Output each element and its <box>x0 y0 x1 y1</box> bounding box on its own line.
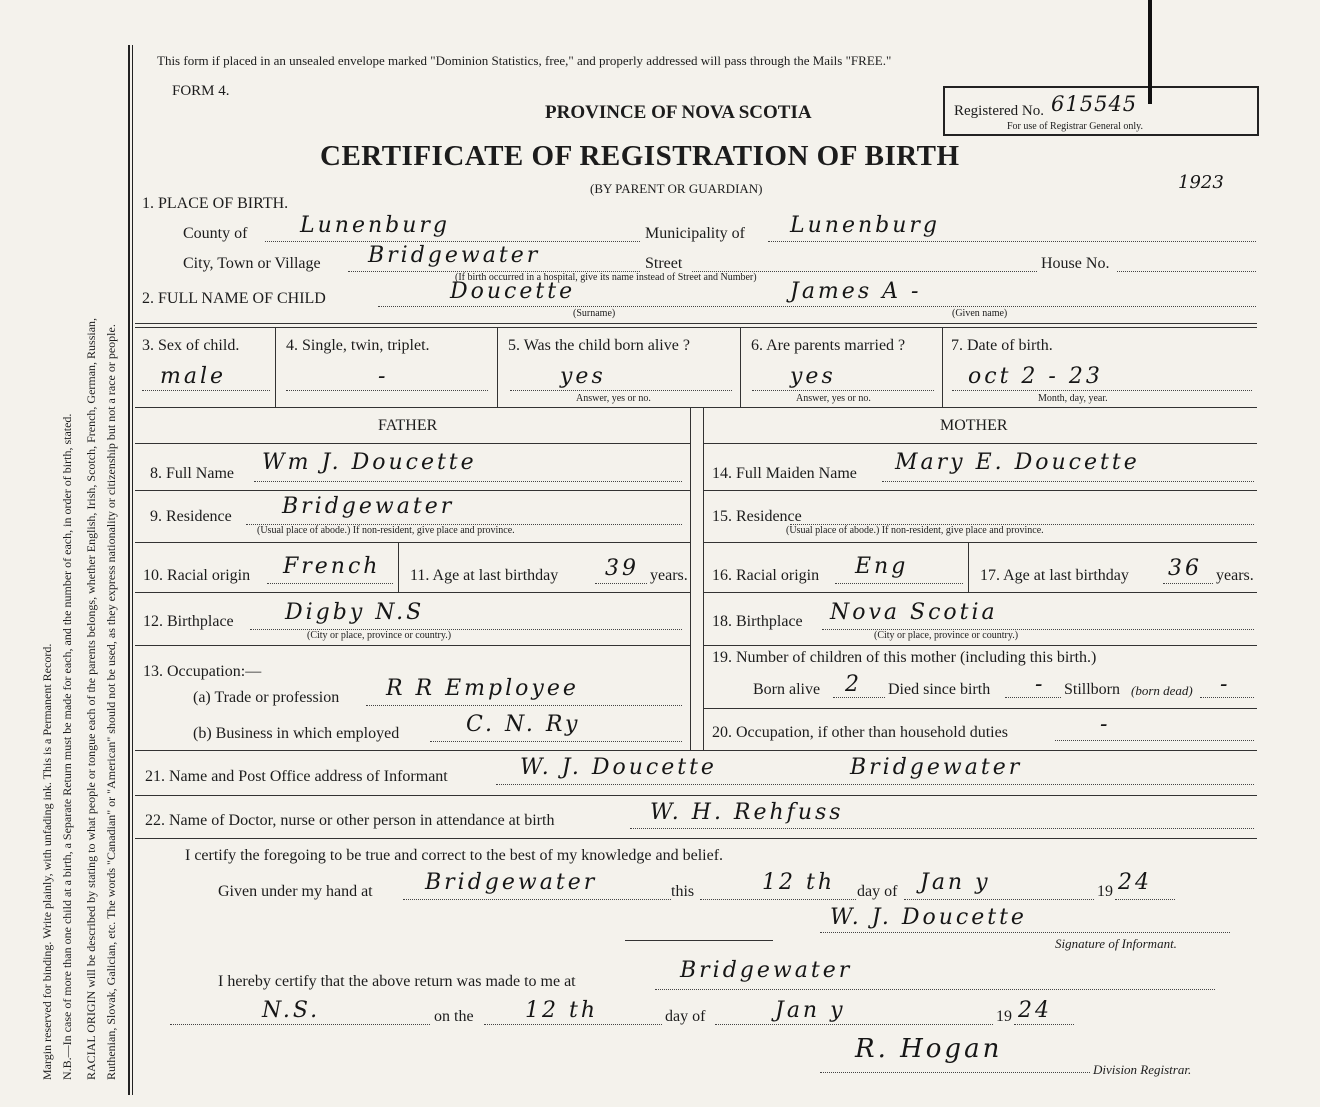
mother-racial-origin-value: Eng <box>855 554 909 579</box>
house-no-label: House No. <box>1041 255 1110 272</box>
mother-age-years: years. <box>1216 567 1254 584</box>
father-residence-value: Bridgewater <box>282 494 455 519</box>
registrar-day-value: 12 th <box>525 998 598 1023</box>
date-of-birth-label: 7. Date of birth. <box>951 337 1053 354</box>
page-title: CERTIFICATE OF REGISTRATION OF BIRTH <box>320 140 960 172</box>
place-of-birth-label: 1. PLACE OF BIRTH. <box>142 195 289 212</box>
trade-label: (a) Trade or profession <box>193 689 340 706</box>
city-value: Bridgewater <box>368 243 541 268</box>
mother-name-value: Mary E. Doucette <box>895 450 1140 475</box>
county-label: County of <box>183 225 248 242</box>
mother-occupation-value: - <box>1100 712 1111 737</box>
mother-birthplace-caption: (City or place, province or country.) <box>874 630 1019 641</box>
father-racial-origin-value: French <box>283 554 381 579</box>
plurality-label: 4. Single, twin, triplet. <box>286 337 430 354</box>
registrar-province-value: N.S. <box>262 998 321 1023</box>
margin-note-racial-origin-1: RACIAL ORIGIN will be described by stating to what people or tongue each of the parents belongs, whether English, Irish, Scotch, French, German, Russian, <box>84 317 98 1080</box>
father-age-label: 11. Age at last birthday <box>410 567 559 584</box>
date-of-birth-value: oct 2 - 23 <box>968 364 1103 389</box>
father-residence-label: 9. Residence <box>150 508 232 525</box>
registrar-signature-caption: Division Registrar. <box>1093 1062 1192 1077</box>
mother-occupation-label: 20. Occupation, if other than household duties <box>712 724 1008 741</box>
died-since-birth-value: - <box>1035 672 1046 697</box>
county-value: Lunenburg <box>300 213 450 238</box>
died-since-birth-label: Died since birth <box>888 681 991 698</box>
mother-age-label: 17. Age at last birthday <box>980 567 1129 584</box>
father-name-label: 8. Full Name <box>150 465 234 482</box>
business-label: (b) Business in which employed <box>193 725 400 742</box>
child-name-label: 2. FULL NAME OF CHILD <box>142 290 326 307</box>
parents-married-value: yes <box>790 364 836 389</box>
mother-age-value: 36 <box>1168 556 1202 581</box>
date-of-birth-caption: Month, day, year. <box>1038 393 1108 404</box>
margin-note-multiple-births: N.B.—In case of more than one child at a birth, a Separate Return must be made for each, and the number of each, in order of birth, stated. <box>60 413 74 1080</box>
margin-note-racial-origin-2: Ruthenian, Slovak, Galician, etc. The words "Canadian" or "American" should not be used, as they express nationality or citizenship but not a race or people. <box>104 324 118 1080</box>
father-name-value: Wm J. Doucette <box>262 450 477 475</box>
hospital-note: (If birth occurred in a hospital, give its name instead of Street and Number) <box>455 272 757 283</box>
mother-abode-caption: (Usual place of abode.) If non-resident, give place and province. <box>786 525 1044 536</box>
margin-note-binding: Margin reserved for binding. Write plainly, with unfading ink. This is a Permanent Record. <box>40 643 54 1080</box>
registrar-year-prefix: 19 <box>996 1008 1012 1025</box>
doctor-label: 22. Name of Doctor, nurse or other person in attendance at birth <box>145 812 555 829</box>
parents-married-label: 6. Are parents married ? <box>751 337 906 354</box>
father-racial-origin-label: 10. Racial origin <box>143 567 251 584</box>
informant-address-value: Bridgewater <box>850 755 1023 780</box>
business-value: C. N. Ry <box>466 712 581 737</box>
father-age-years: years. <box>650 567 688 584</box>
page-subtitle: (BY PARENT OR GUARDIAN) <box>590 181 763 196</box>
mother-birthplace-label: 18. Birthplace <box>712 613 803 630</box>
mother-heading: MOTHER <box>940 417 1008 434</box>
mother-name-label: 14. Full Maiden Name <box>712 465 857 482</box>
certify-statement: I certify the foregoing to be true and correct to the best of my knowledge and belief. <box>185 847 724 864</box>
given-month-value: Jan y <box>920 870 991 895</box>
registrar-statement: I hereby certify that the above return was made to me at <box>218 973 576 990</box>
given-under-hand-label: Given under my hand at <box>218 883 373 900</box>
mail-notice: This form if placed in an unsealed envelope marked "Dominion Statistics, free," and properly addressed will pass through the Mails "FREE." <box>157 53 892 68</box>
born-alive-value: yes <box>560 364 606 389</box>
father-birthplace-label: 12. Birthplace <box>143 613 234 630</box>
sex-label: 3. Sex of child. <box>142 337 240 354</box>
plurality-value: - <box>378 364 389 389</box>
born-alive-count-value: 2 <box>845 672 862 697</box>
informant-name-value: W. J. Doucette <box>520 755 717 780</box>
child-surname-value: Doucette <box>450 279 576 304</box>
born-alive-count-label: Born alive <box>753 681 821 698</box>
margin-rule <box>128 45 130 1095</box>
informant-label: 21. Name and Post Office address of Informant <box>145 768 448 785</box>
trade-value: R R Employee <box>386 676 579 701</box>
father-abode-caption: (Usual place of abode.) If non-resident, give place and province. <box>257 525 515 536</box>
ink-stroke <box>1148 0 1152 104</box>
given-day-of-label: day of <box>857 883 898 900</box>
registrar-year-value: 24 <box>1018 998 1052 1023</box>
registered-number: 615545 <box>1051 92 1138 116</box>
father-birthplace-value: Digby N.S <box>285 600 425 625</box>
stillborn-note: (born dead) <box>1131 683 1193 698</box>
father-occupation-label: 13. Occupation:— <box>143 663 262 680</box>
registrar-signature: R. Hogan <box>855 1034 1003 1064</box>
given-year-prefix: 19 <box>1097 883 1113 900</box>
municipality-value: Lunenburg <box>790 213 940 238</box>
mother-racial-origin-label: 16. Racial origin <box>712 567 820 584</box>
municipality-label: Municipality of <box>645 225 745 242</box>
mother-birthplace-value: Nova Scotia <box>830 600 998 625</box>
informant-signature-caption: Signature of Informant. <box>1055 936 1177 951</box>
registered-label: Registered No. <box>954 103 1044 119</box>
registrar-place-value: Bridgewater <box>680 958 853 983</box>
given-year-value: 24 <box>1118 870 1152 895</box>
mother-residence-label: 15. Residence <box>712 508 802 525</box>
children-count-label: 19. Number of children of this mother (including this birth.) <box>712 649 1097 666</box>
child-given-name-value: James A - <box>790 279 922 304</box>
province-heading: PROVINCE OF NOVA SCOTIA <box>545 102 812 123</box>
stillborn-value: - <box>1220 672 1231 697</box>
doctor-value: W. H. Rehfuss <box>650 800 844 825</box>
surname-caption: (Surname) <box>573 308 616 319</box>
city-label: City, Town or Village <box>183 255 321 272</box>
registrar-note: For use of Registrar General only. <box>1007 121 1143 132</box>
stillborn-label: Stillborn <box>1064 681 1121 698</box>
margin-rule-inner <box>132 45 133 1095</box>
born-alive-caption: Answer, yes or no. <box>576 393 651 404</box>
corner-year-mark: 1923 <box>1178 172 1224 193</box>
registrar-month-value: Jan y <box>775 998 846 1023</box>
street-label: Street <box>645 255 683 272</box>
given-day-value: 12 th <box>762 870 835 895</box>
father-heading: FATHER <box>378 417 438 434</box>
registrar-day-of-label: day of <box>665 1008 706 1025</box>
given-name-caption: (Given name) <box>952 308 1008 319</box>
this-label: this <box>671 883 695 900</box>
informant-signature: W. J. Doucette <box>830 905 1027 930</box>
father-age-value: 39 <box>605 556 639 581</box>
on-the-label: on the <box>434 1008 474 1025</box>
given-place-value: Bridgewater <box>425 870 598 895</box>
parents-married-caption: Answer, yes or no. <box>796 393 871 404</box>
born-alive-label: 5. Was the child born alive ? <box>508 337 690 354</box>
sex-value: male <box>160 364 227 389</box>
father-birthplace-caption: (City or place, province or country.) <box>307 630 452 641</box>
registration-box <box>943 86 1259 136</box>
form-number: FORM 4. <box>172 83 230 99</box>
